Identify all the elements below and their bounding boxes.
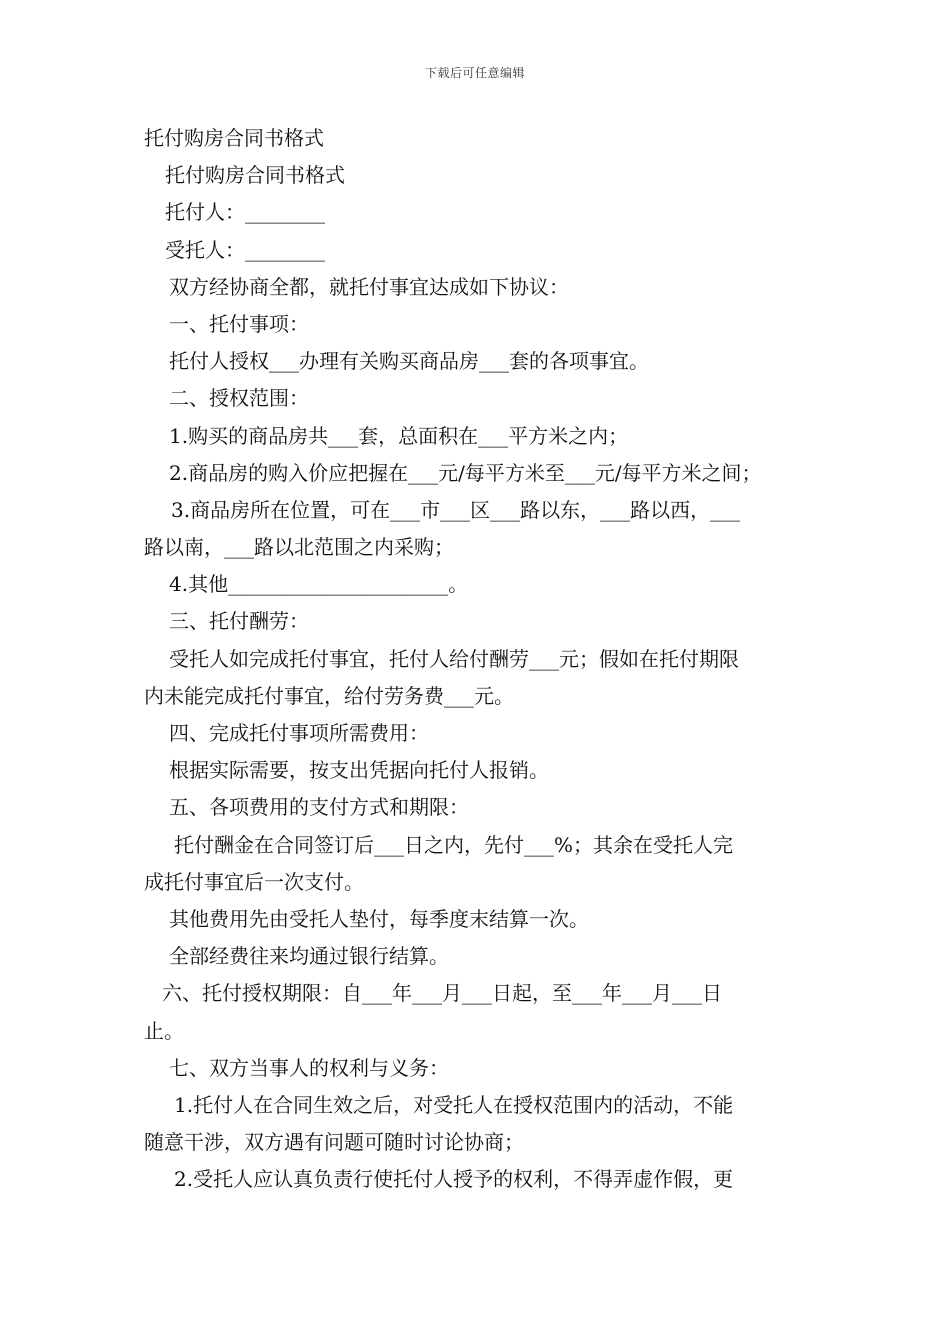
paragraph-line: 其他费用先由受托人垫付，每季度末结算一次。 bbox=[169, 906, 589, 931]
list-item: 1.购买的商品房共___套，总面积在___平方米之内； bbox=[169, 423, 629, 448]
list-item: 4.其他______________________。 bbox=[169, 572, 469, 597]
section-heading: 一、托付事项： bbox=[169, 311, 309, 336]
list-item: 3.商品房所在位置，可在___市___区___路以东，___路以西，___ bbox=[171, 497, 741, 522]
document-subtitle: 托付购房合同书格式 bbox=[165, 163, 345, 188]
paragraph-continuation: 内未能完成托付事宜，给付劳务费___元。 bbox=[144, 683, 514, 708]
paragraph-line: 全部经费往来均通过银行结算。 bbox=[169, 944, 449, 969]
paragraph-line: 双方经协商全都，就托付事宜达成如下协议： bbox=[169, 274, 569, 299]
list-item-continuation: 随意干涉，双方遇有问题可随时讨论协商； bbox=[144, 1130, 524, 1155]
paragraph-continuation: 成托付事宜后一次支付。 bbox=[144, 869, 364, 894]
document-title: 托付购房合同书格式 bbox=[144, 126, 324, 150]
list-item: 1.托付人在合同生效之后，对受托人在授权范围内的活动，不能 bbox=[174, 1092, 734, 1117]
page-header: 下载后可任意编辑 bbox=[424, 66, 525, 80]
paragraph-line: 根据实际需要，按支出凭据向托付人报销。 bbox=[169, 758, 549, 783]
list-item: 2.商品房的购入价应把握在___元/每平方米至___元/每平方米之间； bbox=[169, 460, 762, 485]
list-item: 2.受托人应认真负责行使托付人授予的权利，不得弄虚作假，更 bbox=[174, 1167, 734, 1192]
agent-line: 受托人：________ bbox=[165, 237, 325, 262]
paragraph-line: 托付人授权___办理有关购买商品房___套的各项事宜。 bbox=[169, 349, 649, 374]
section-heading: 三、托付酬劳： bbox=[169, 609, 309, 634]
paragraph-continuation: 止。 bbox=[144, 1018, 184, 1043]
paragraph-line: 受托人如完成托付事宜，托付人给付酬劳___元；假如在托付期限 bbox=[169, 646, 739, 671]
section-heading: 二、授权范围： bbox=[169, 386, 309, 411]
document-body bbox=[144, 120, 824, 1198]
section-heading: 五、各项费用的支付方式和期限： bbox=[169, 795, 469, 820]
section-heading: 七、双方当事人的权利与义务： bbox=[169, 1055, 449, 1080]
principal-line: 托付人：________ bbox=[165, 200, 325, 225]
list-item-continuation: 路以南，___路以北范围之内采购； bbox=[144, 535, 454, 560]
section-heading: 六、托付授权期限：自___年___月___日起，至___年___月___日 bbox=[162, 981, 722, 1006]
section-heading: 四、完成托付事项所需费用： bbox=[169, 721, 429, 745]
paragraph-line: 托付酬金在合同签订后___日之内，先付___%；其余在受托人完 bbox=[174, 832, 734, 857]
